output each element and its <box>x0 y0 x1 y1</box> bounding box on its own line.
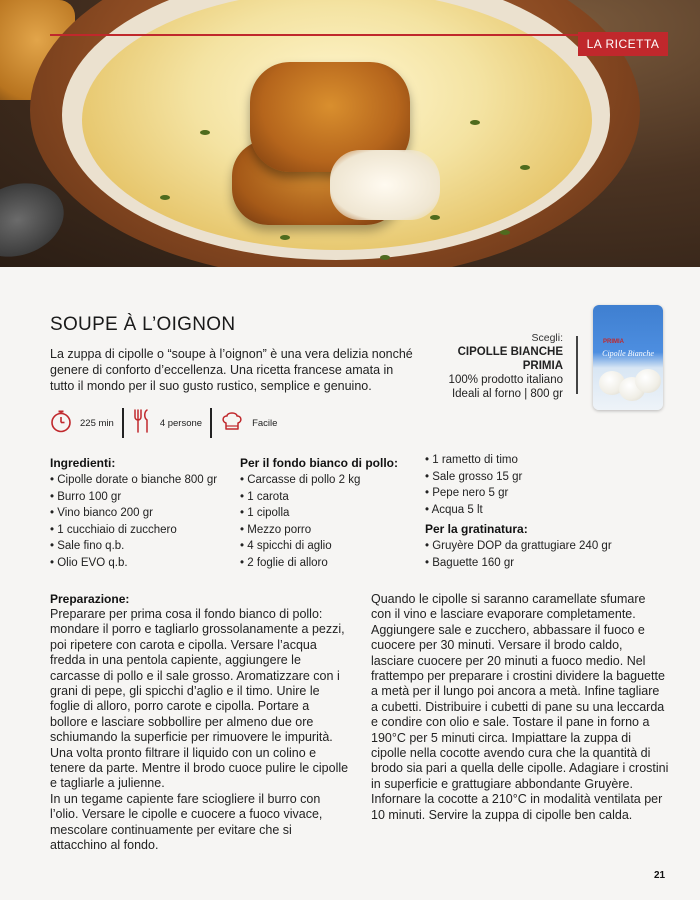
thyme-leaf <box>200 130 210 135</box>
recipe-meta <box>50 407 277 439</box>
preparation-paragraph: In un tegame capiente fare sciogliere il burro con l’olio. Versare le cipolle e cuocere a fuoco vivace, mescolare continuamente per evitare che si attacchino al fondo. <box>50 791 323 853</box>
stock-list-continued <box>425 452 522 518</box>
timer-icon <box>50 409 72 438</box>
divider <box>210 408 212 438</box>
preparation-paragraph: Quando le cipolle si saranno caramellate sfumare con il vino e lasciare evaporare completamente. Aggiungere sale e zucchero, abbassare il fuoco e cuocere per 30 minuti. Versare il brodo caldo, lasciare cuocere per 20 minuti a fuoco medio. Nel frattempo per preparare i crostini dividere la baguette a metà per il lungo poi ancora a metà. Infine tagliare a cubetti. Distribuire i cubetti di pane su una leccarda e condire con olio e sale. Tostare il pane in forno a 190°C per 5 minuti circa. Impiattare la zuppa di cipolle nella cocotte avendo cura che la quantità di brodo sia pari a quella delle cipolle. Adagiare i crostini in superficie e grattugiare abbondante Gruyère. Infornare la cocotte a 210°C in modalità ventilata per 10 minuti. Servire la zuppa di cipolle ben calda. <box>371 592 669 822</box>
thyme-leaf <box>280 235 290 240</box>
product-details: Ideali al forno | 800 gr <box>451 388 563 400</box>
meta-difficulty <box>220 407 277 439</box>
page-number: 21 <box>654 870 666 881</box>
divider <box>122 408 124 438</box>
list-item: • 4 spicchi di aglio <box>240 538 360 555</box>
ingredients-title: Ingredienti: <box>50 456 116 470</box>
gratin-list <box>425 538 612 571</box>
thyme-leaf <box>160 195 170 200</box>
gratin-title: Per la gratinatura: <box>425 522 528 536</box>
package-label: Cipolle Bianche <box>602 349 654 358</box>
stock-title: Per il fondo bianco di pollo: <box>240 456 398 470</box>
list-item: • Sale fino q.b. <box>50 538 217 555</box>
list-item: • Carcasse di pollo 2 kg <box>240 472 360 489</box>
onion-image <box>635 369 661 393</box>
list-item: • Gruyère DOP da grattugiare 240 gr <box>425 538 612 555</box>
meta-servings <box>132 407 202 439</box>
package-brand: PRIMIA <box>603 339 624 345</box>
list-item: • 1 rametto di timo <box>425 452 522 469</box>
onion-package <box>593 305 663 410</box>
list-item: • 1 cucchiaio di zucchero <box>50 522 217 539</box>
meta-time <box>50 407 114 439</box>
preparation-right <box>371 592 669 823</box>
preparation-title: Preparazione: <box>50 592 130 606</box>
product-origin: 100% prodotto italiano <box>448 374 563 386</box>
meta-time-value: 225 min <box>80 417 114 429</box>
list-item: • 2 foglie di alloro <box>240 555 360 572</box>
list-item: • Baguette 160 gr <box>425 555 612 572</box>
product-name-line2: PRIMIA <box>522 360 563 372</box>
list-item: • Sale grosso 15 gr <box>425 469 522 486</box>
list-item: • Mezzo porro <box>240 522 360 539</box>
thyme-leaf <box>380 255 390 260</box>
thyme-leaf <box>520 165 530 170</box>
list-item: • Vino bianco 200 gr <box>50 505 217 522</box>
product-choose-label: Scegli: <box>531 332 563 344</box>
list-item: • Acqua 5 lt <box>425 502 522 519</box>
stock-list <box>240 472 360 571</box>
product-callout <box>420 331 563 401</box>
meta-difficulty-value: Facile <box>252 417 278 429</box>
cutlery-icon <box>132 408 152 439</box>
recipe-intro: La zuppa di cipolle o “soupe à l’oignon” è una vera delizia nonché genere di conforto d’eccellenza. Una ricetta francese amata in tutto il mondo per il suo gusto rustico, semplice e genuino. <box>50 347 413 393</box>
thyme-leaf <box>500 230 510 235</box>
list-item: • 1 cipolla <box>240 505 360 522</box>
list-item: • Pepe nero 5 gr <box>425 485 522 502</box>
preparation-left <box>50 607 350 854</box>
list-item: • Olio EVO q.b. <box>50 555 217 572</box>
section-tag: LA RICETTA <box>578 32 668 56</box>
list-item: • Burro 100 gr <box>50 489 217 506</box>
product-name-line1: CIPOLLE BIANCHE <box>457 346 563 358</box>
chef-hat-icon <box>220 409 244 438</box>
list-item: • 1 carota <box>240 489 360 506</box>
recipe-title: SOUPE À L’OIGNON <box>50 314 236 335</box>
melted-cheese <box>330 150 440 220</box>
meta-servings-value: 4 persone <box>159 417 203 429</box>
thyme-leaf <box>430 215 440 220</box>
preparation-paragraph: Preparare per prima cosa il fondo bianco di pollo: mondare il porro e tagliarlo grossolanamente a pezzi, poi ripetere con carota e cipolla. Versare l’acqua fredda in una pentola capiente, aggiungere le carcasse di pollo e il sale grosso. Aromatizzare con i grani di pepe, gli spicchi d’aglio e il timo. Unire le foglie di alloro, porro carote e cipolla. Portare a bollore e lasciare sobbollire per almeno due ore schiumando la superficie per rimuovere le impurità. Una volta pronto filtrare il liquido con un colino e tenere da parte. Mentre il brodo cuoce pulire le cipolle e tagliarle a julienne. <box>50 607 349 791</box>
product-divider <box>576 336 578 394</box>
ingredients-list <box>50 472 217 571</box>
list-item: • Cipolle dorate o bianche 800 gr <box>50 472 217 489</box>
thyme-leaf <box>470 120 480 125</box>
header-rule <box>50 34 578 36</box>
